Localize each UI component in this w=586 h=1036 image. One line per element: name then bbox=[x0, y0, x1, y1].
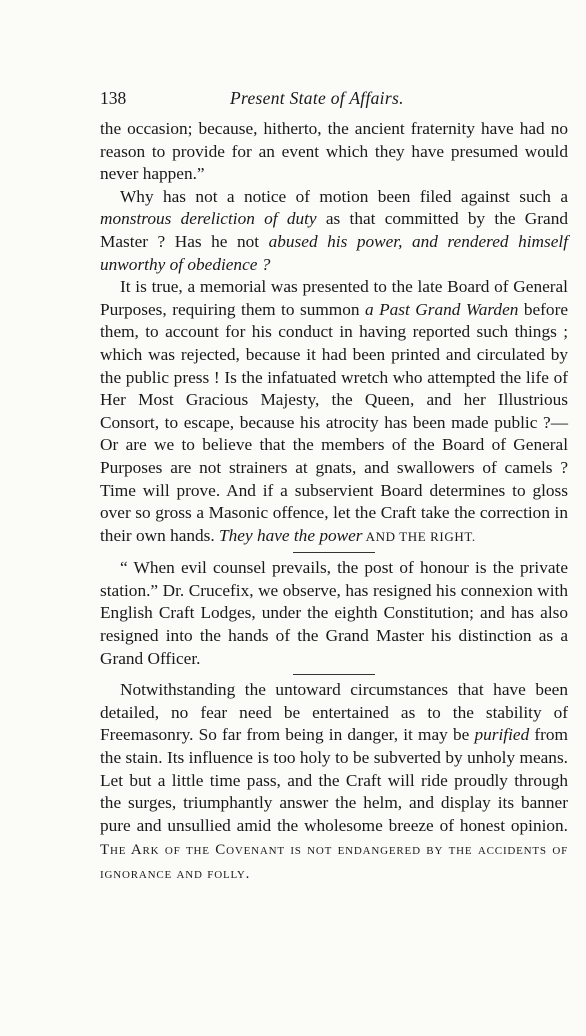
paragraph-5 bbox=[100, 679, 568, 885]
paragraph-2 bbox=[100, 186, 568, 276]
section-divider-1 bbox=[293, 552, 375, 553]
paragraph-1-text: the occasion; because, hitherto, the ancient fraternity have had no reason to provide for an event which they have presumed would never happen.” bbox=[100, 119, 568, 184]
paragraph-5-italic-b: purified bbox=[474, 725, 530, 745]
paragraph-3-text-c: before them, to account for his conduct in having reported such things ; which was rejected, because it had been printed and circulated by the public press ! Is the infatuated wretch who attempted the life of Her Most Gracious Majesty, the Queen, and her Illustrious Consort, to escape, because his atrocity has been made public ?—Or are we to believe that the members of the Board of General Purposes are not strainers at gnats, and swallowers of camels ? Time will prove. And if a subservient Board determines to gloss over so gross a Masonic offence, let the Craft take the correction in their own hands. bbox=[100, 299, 568, 545]
paragraph-5-text-a: Notwithstanding the untoward circumstances that have been detailed, no fear need be entertained as to the stability of Freemasonry. So far from being in danger, it may be bbox=[100, 680, 568, 745]
running-title: Present State of Affairs. bbox=[230, 88, 404, 108]
paragraph-2-text-c: as that committed by the Grand Master ? Has he not bbox=[100, 209, 568, 251]
paragraph-3-italic-b: a Past Grand Warden bbox=[364, 299, 519, 319]
paragraph-2-text-a: Why has not a notice of motion been filed against such a bbox=[120, 186, 568, 206]
paragraph-2-italic-b: monstrous dereliction of duty bbox=[100, 209, 317, 229]
paragraph-3-italic-d: They have the power bbox=[219, 525, 363, 545]
paragraph-5-text-c: from the stain. Its influence is too holy to be subverted by unholy means. Let but a little time pass, and the Craft will ride proudly through the surges, triumphantly answer the helm, and display its banner pure and unsullied amid the wholesome breeze of honest opinion. bbox=[100, 725, 568, 835]
paragraph-3 bbox=[100, 276, 568, 548]
paragraph-4-text: “ When evil counsel prevails, the post of honour is the private station.” Dr. Crucefix, we observe, has resigned his connexion with English Craft Lodges, under the eighth Constitution; and has also resigned into the hands of the Grand Master his distinction as a Grand Officer. bbox=[100, 558, 568, 668]
paragraph-2-italic-d: abused his power, and rendered himself unworthy of obedience ? bbox=[100, 231, 568, 274]
paragraph-3-text-a: It is true, a memorial was presented to the late Board of General Purposes, requiring them to summon bbox=[100, 277, 568, 319]
paragraph-3-smallcaps-e: AND THE RIGHT. bbox=[362, 528, 476, 544]
paragraph-5-smallcaps-d: The Ark of the Covenant is not endangered by the accidents of ignorance and folly. bbox=[100, 842, 568, 882]
section-divider-2 bbox=[293, 674, 375, 675]
page-number: 138 bbox=[100, 88, 127, 108]
body-text bbox=[100, 118, 568, 886]
paragraph-4 bbox=[100, 557, 568, 670]
page-header bbox=[100, 86, 568, 110]
paragraph-1 bbox=[100, 118, 568, 186]
